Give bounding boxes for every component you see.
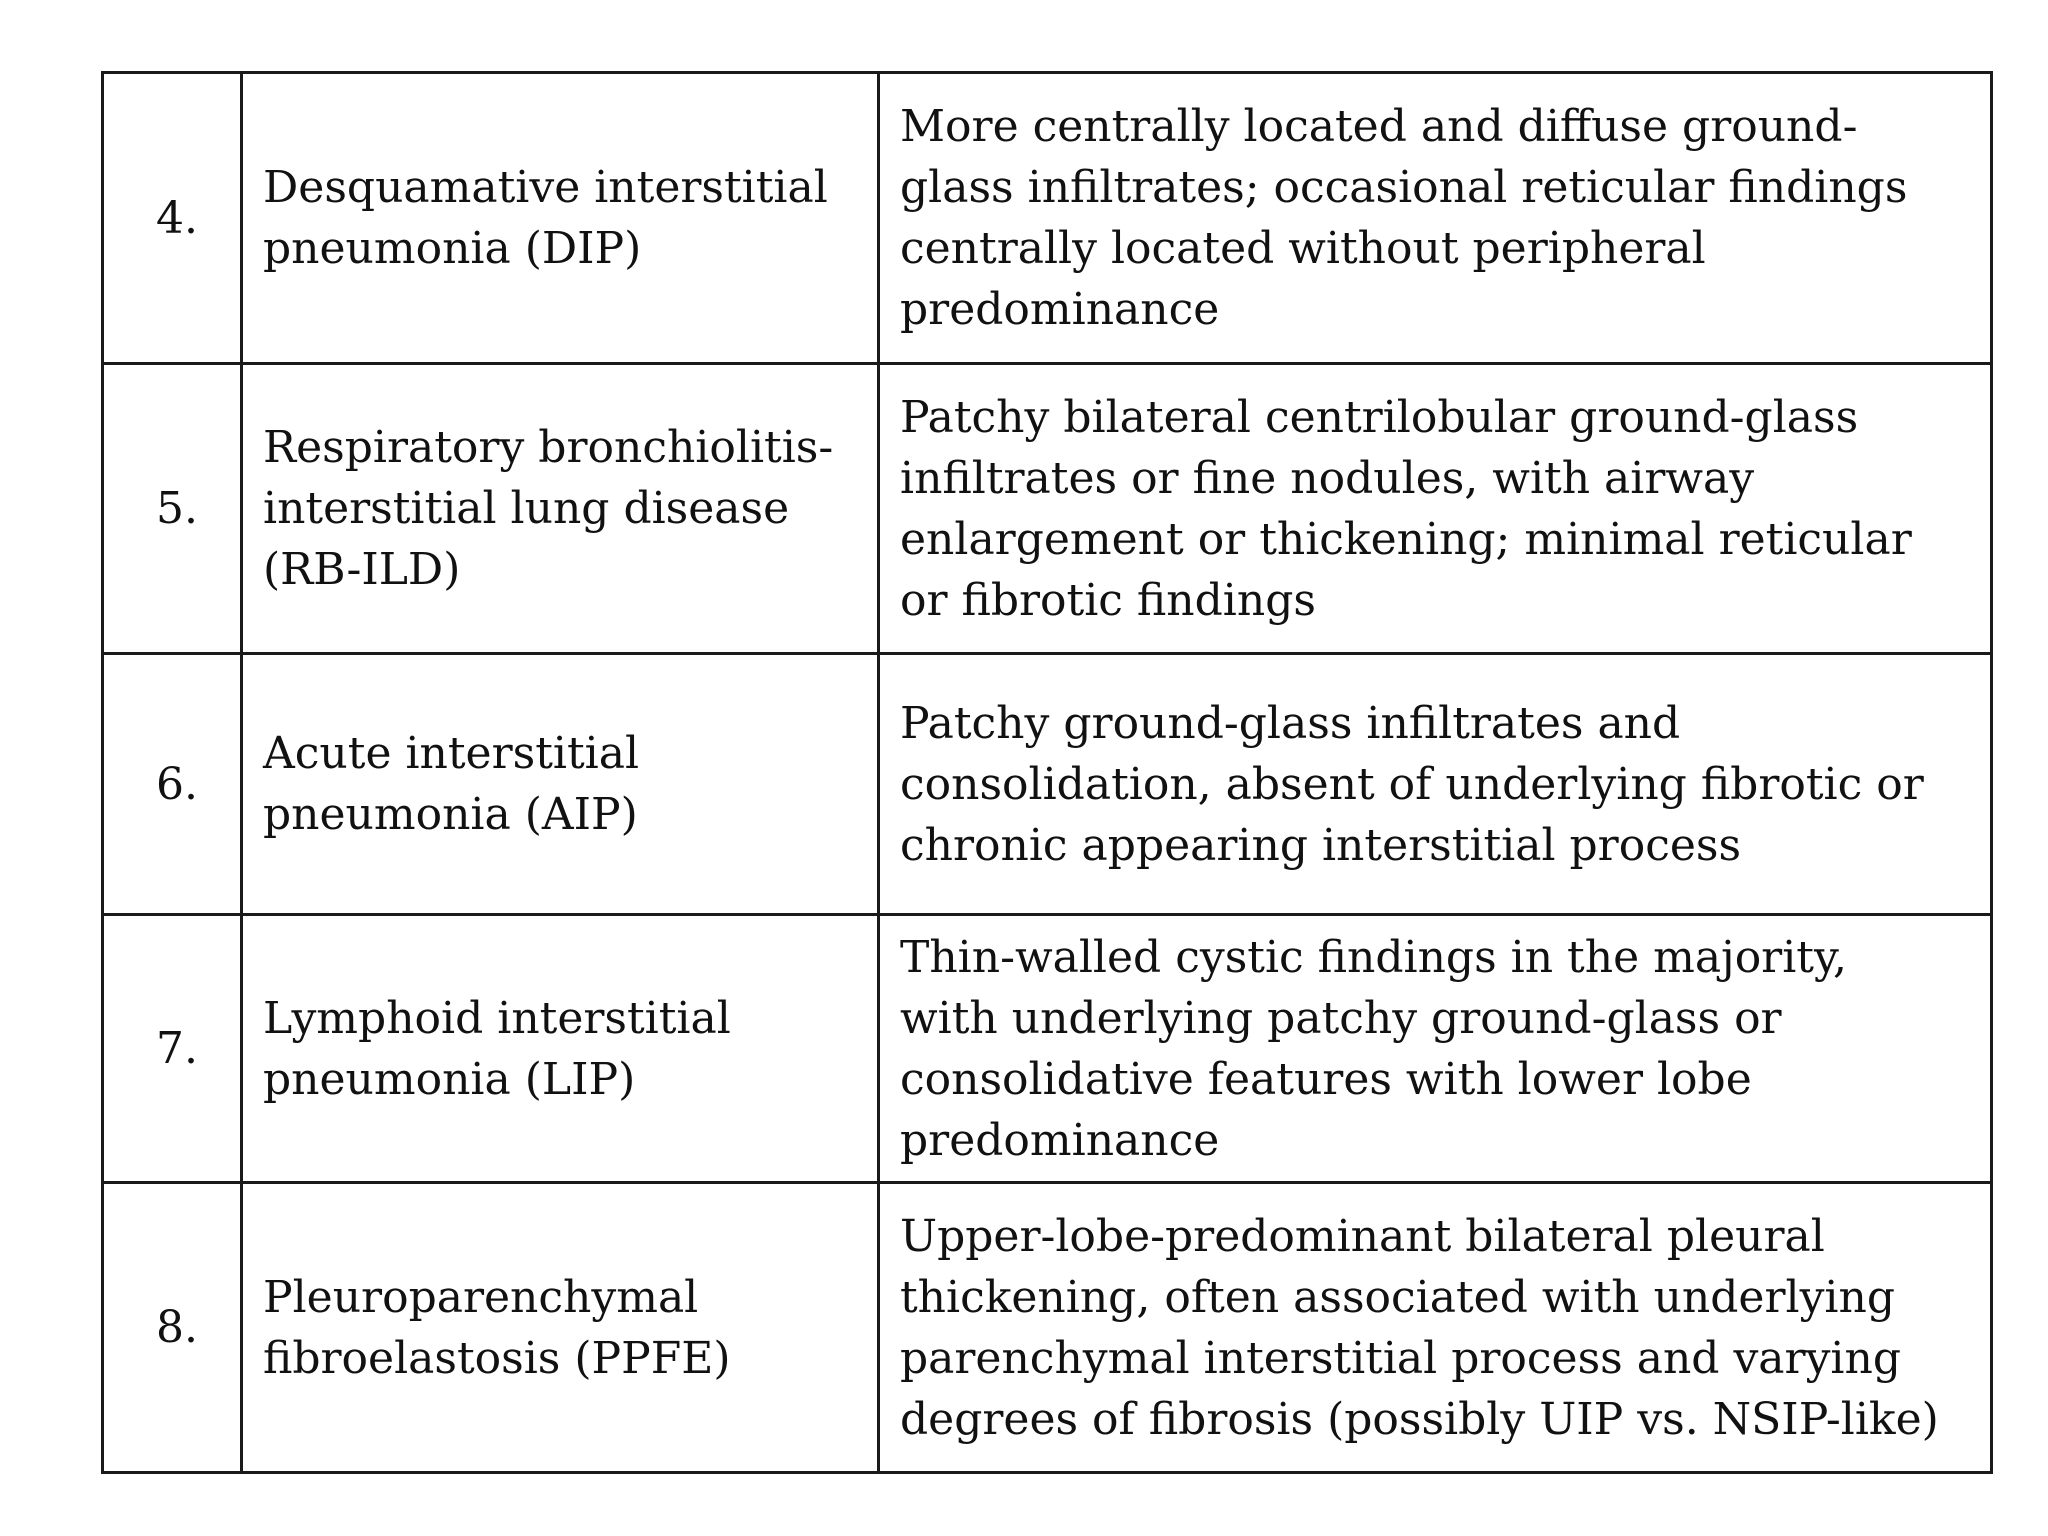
row-number: 8. [103, 1183, 242, 1473]
table-row-rb-ild [103, 364, 1992, 654]
table-row-ppfe [103, 1183, 1992, 1473]
imaging-findings [879, 654, 1992, 915]
table-row-aip [103, 654, 1992, 915]
imaging-findings [879, 915, 1992, 1183]
findings-line: consolidative features with lower lobe [900, 1053, 1752, 1105]
disease-name [242, 915, 879, 1183]
disease-name-line: Lymphoid interstitial [263, 992, 731, 1044]
findings-line: Thin-walled cystic findings in the majority, [900, 931, 1847, 983]
findings-line: thickening, often associated with underlying [900, 1271, 1896, 1323]
imaging-findings [879, 73, 1992, 364]
disease-name-line: Desquamative interstitial [263, 162, 828, 213]
findings-line: Patchy bilateral centrilobular ground-glass [900, 391, 1859, 443]
findings-line: glass infiltrates; occasional reticular findings [900, 162, 1908, 213]
imaging-findings [879, 364, 1992, 654]
findings-line: degrees of fibrosis (possibly UIP vs. NSIP-like) [900, 1393, 1939, 1445]
findings-line: chronic appearing interstitial process [900, 819, 1742, 871]
findings-line: Patchy ground-glass infiltrates and [900, 697, 1681, 749]
findings-line: More centrally located and diffuse ground- [900, 101, 1858, 152]
row-number: 4. [103, 73, 242, 364]
findings-line: centrally located without peripheral [900, 223, 1706, 274]
row-number: 6. [103, 654, 242, 915]
disease-name-line: Acute interstitial [263, 728, 640, 779]
disease-name [242, 654, 879, 915]
findings-line: infiltrates or fine nodules, with airway [900, 452, 1755, 504]
findings-line: parenchymal interstitial process and varying [900, 1332, 1901, 1384]
findings-line: enlargement or thickening; minimal reticular [900, 513, 1912, 565]
table-row-lip [103, 915, 1992, 1183]
disease-name-line: pneumonia (DIP) [263, 223, 642, 274]
disease-name-line: Respiratory bronchiolitis- [263, 422, 834, 473]
disease-name [242, 364, 879, 654]
disease-name-line: fibroelastosis (PPFE) [263, 1332, 731, 1384]
findings-line: or fibrotic findings [900, 574, 1316, 626]
findings-line: Upper-lobe-predominant bilateral pleural [900, 1210, 1825, 1262]
disease-name [242, 73, 879, 364]
findings-line: with underlying patchy ground-glass or [900, 992, 1782, 1044]
disease-name-line: Pleuroparenchymal [263, 1271, 699, 1323]
disease-name-line: interstitial lung disease [263, 483, 790, 534]
disease-name [242, 1183, 879, 1473]
disease-name-line: pneumonia (AIP) [263, 789, 638, 840]
interstitial-pneumonia-table [101, 71, 1993, 1474]
disease-name-line: (RB-ILD) [263, 544, 461, 595]
row-number: 7. [103, 915, 242, 1183]
findings-line: predominance [900, 1114, 1220, 1166]
row-number: 5. [103, 364, 242, 654]
imaging-findings [879, 1183, 1992, 1473]
table-row-dip [103, 73, 1992, 364]
findings-line: predominance [900, 284, 1220, 335]
disease-name-line: pneumonia (LIP) [263, 1053, 636, 1105]
findings-line: consolidation, absent of underlying fibrotic or [900, 758, 1924, 810]
